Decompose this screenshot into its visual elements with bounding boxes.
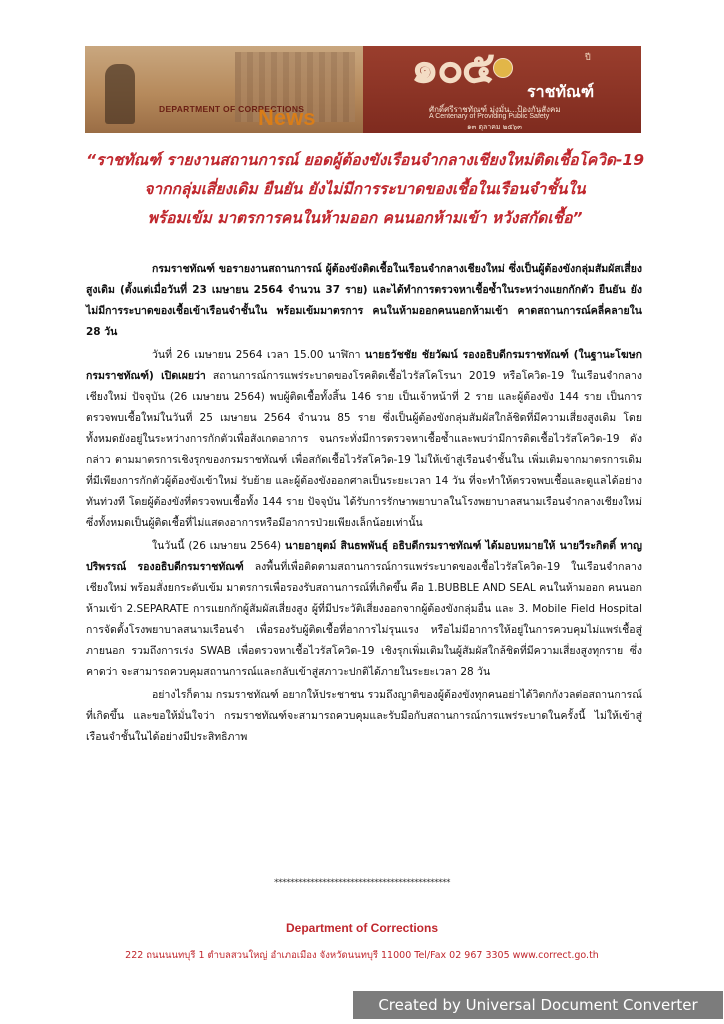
banner-news-label: News [258,105,316,130]
slogan-en: A Centenary of Providing Public Safety [429,113,550,120]
footer-address: 222 ถนนนนทบุรี 1 ตำบลสวนใหญ่ อำเภอเมือง จังหวัดนนทบุรี 11000 Tel/Fax 02 967 3305 www.correct.go.th [125,950,599,961]
paragraph-1 [86,259,642,343]
headline [80,146,650,233]
paragraph-4: อย่างไรก็ตาม กรมราชทัณฑ์ อยากให้ประชาชน รวมถึงญาติของผู้ต้องขังทุกคนอย่าได้วิตกกังวลต่อสถานการณ์ที่เกิดขึ้น และขอให้มั่นใจว่า กรมราชทัณฑ์จะสามารถควบคุมและรับมือกับสถานการณ์การแพร่ระบาดในครั้งนี้ ไม่ให้เข้าสู่เรือนจำชั้นในได้อย่างมีประสิทธิภาพ [86,689,642,743]
paragraph-3 [86,536,642,683]
paragraph-2 [86,345,642,534]
paragraph-3-start: ในวันนี้ (26 เมษายน 2564) [152,540,286,552]
paragraph-3-bold: นายอายุตม์ สินธพพันธุ์ อธิบดีกรมราชทัณฑ์ ได้มอบหมายให้ นายวีระกิตติ์ หาญปริพรรณ์ รองอธิบดีกรมราชทัณฑ์ [86,540,642,573]
header-banner [85,46,641,133]
footer-title: Department of Corrections [285,921,439,935]
paragraph-2-start: วันที่ 26 เมษายน 2564 เวลา 15.00 นาฬิกา [152,349,366,361]
banner-date: ๑๓ ตุลาคม ๒๕๖๓ [467,123,522,131]
emblem-icon [493,58,513,78]
paragraph-2-rest: สถานการณ์การแพร่ระบาดของโรคติดเชื้อไวรัสโคโรนา 2019 หรือโควิด-19 ในเรือนจำกลางเชียงใหม่ ปัจจุบัน (26 เมษายน 2564) พบผู้ติดเชื้อทั้งสิ้น 146 ราย เป็นเจ้าหน้าที่ 2 ราย และผู้ต้องขัง 144 ราย เป็นการตรวจพบเชื้อใหม่ในวันที่ 25 เมษายน 2564 จำนวน 85 ราย ซึ่งเป็นผู้ต้องขังกลุ่มสัมผัสใกล้ชิดที่มีความเสี่ยงสูงเดิม โดยทั้งหมดยังอยู่ในระหว่างการกักตัวเพื่อสังเกตอาการ จนกระทั่งมีการตรวจหาเชื้อซ้ำและพบว่ามีการติดเชื้อไวรัสโควิด-19 ดังกล่าว ตามมาตรการเชิงรุกของกรมราชทัณฑ์ เพื่อสกัดเชื้อไวรัสโควิด-19 ไม่ให้เข้าสู่เรือนจำชั้นใน เพิ่มเติมจากมาตรการเดิมที่มีเพียงการกักตัวผู้ต้องขังเข้าใหม่ รับย้าย และผู้ต้องขังออกศาลเป็นระยะเวลา 14 วัน ที่จะทำให้ตรวจพบเชื้อและดูแลได้อย่างทันท่วงที โดยผู้ต้องขังที่ตรวจพบเชื้อทั้ง 144 ราย ปัจจุบัน ได้รับการรักษาพยาบาลในโรงพยาบาลสนามเรือนจำกลางเชียงใหม่ ซึ่งทั้งหมดเป็นผู้ติดเชื้อที่ไม่แสดงอาการหรือมีอาการป่วยเพียงเล็กน้อยเท่านั้น [86,370,642,529]
headline-line-1: “ราชทัณฑ์ รายงานสถานการณ์ ยอดผู้ต้องขังเรือนจำกลางเชียงใหม่ติดเชื้อโควิด-19 [85,151,644,169]
paragraph-3-rest: ลงพื้นที่เพื่อติดตามสถานการณ์การแพร่ระบาดของเชื้อไวรัสโควิด-19 ในเรือนจำกลางเชียงใหม่ พร้อมสั่งยกระดับเข้ม มาตรการเพื่อรองรับสถานการณ์ที่เกิดขึ้น คือ 1.BUBBLE AND SEAL คนในห้ามออก คนนอกห้ามเข้า 2.SEPARATE การแยกกักผู้สัมผัสเสี่ยงสูง ผู้ที่มีประวัติเสี่ยงออกจากผู้ต้องขังกลุ่มอื่น และ 3. Mobile Field Hospital การจัดตั้งโรงพยาบาลสนามเรือนจำ เพื่อรองรับผู้ติดเชื้อที่อาการไม่รุนแรง หรือไม่มีอาการให้อยู่ในการควบคุมไม่แพร่เชื้อสู่ภายนอก รวมถึงการเร่ง SWAB เพื่อตรวจหาเชื้อไวรัสโควิด-19 เชิงรุกเพิ่มเติมในผู้สัมผัสใกล้ชิดที่มีความเสี่ยงสูงทุกราย ซึ่งคาดว่า จะสามารถควบคุมสถานการณ์และกลับเข้าสู่สภาวะปกติได้ภายในระยะเวลา 28 วัน [86,561,642,678]
guard-silhouette-image [105,64,135,124]
converter-watermark: Created by Universal Document Converter [353,991,723,1019]
headline-line-2: จากกลุ่มเสี่ยงเดิม ยืนยัน ยังไม่มีการระบาดของเชื้อในเรือนจำชั้นใน [144,180,586,198]
separator-stars: ******************************************** [274,878,450,888]
paragraph-1-text: กรมราชทัณฑ์ ขอรายงานสถานการณ์ ผู้ต้องขังติดเชื้อในเรือนจำกลางเชียงใหม่ ซึ่งเป็นผู้ต้องขังกลุ่มสัมผัสเสี่ยงสูงเดิม (ตั้งแต่เมื่อวันที่ 23 เมษายน 2564 จำนวน 37 ราย) และได้ทำการตรวจหาเชื้อซ้ำในระหว่างแยกกักตัว ยืนยัน ยังไม่มีการระบาดของเชื้อเข้าเรือนจำชั้นใน พร้อมเข้มมาตรการ คนในห้ามออกคนนอกห้ามเข้า คาดสถานการณ์คลี่คลายใน 28 วัน [86,263,642,338]
banner-dept-label: DEPARTMENT OF CORRECTIONS [159,104,305,114]
centenary-number: ๑๐๕ [411,46,494,93]
org-name: ราชทัณฑ์ [527,82,595,101]
paragraph-2-bold: นายธวัชชัย ชัยวัฒน์ รองอธิบดีกรมราชทัณฑ์ (ในฐานะโฆษกกรมราชทัณฑ์) เปิดเผยว่า [86,349,643,382]
centenary-suffix: ปี [585,53,591,63]
article-body [86,259,642,750]
slogan-th: ศักดิ์ศรีราชทัณฑ์ มุ่งมั่น...ป้องกันสังคม [429,105,561,114]
banner-centenary-panel [363,46,641,133]
banner-photo-panel [85,46,363,133]
headline-line-3: พร้อมเข้ม มาตรการคนในห้ามออก คนนอกห้ามเข้า หวังสกัดเชื้อ” [147,209,583,227]
